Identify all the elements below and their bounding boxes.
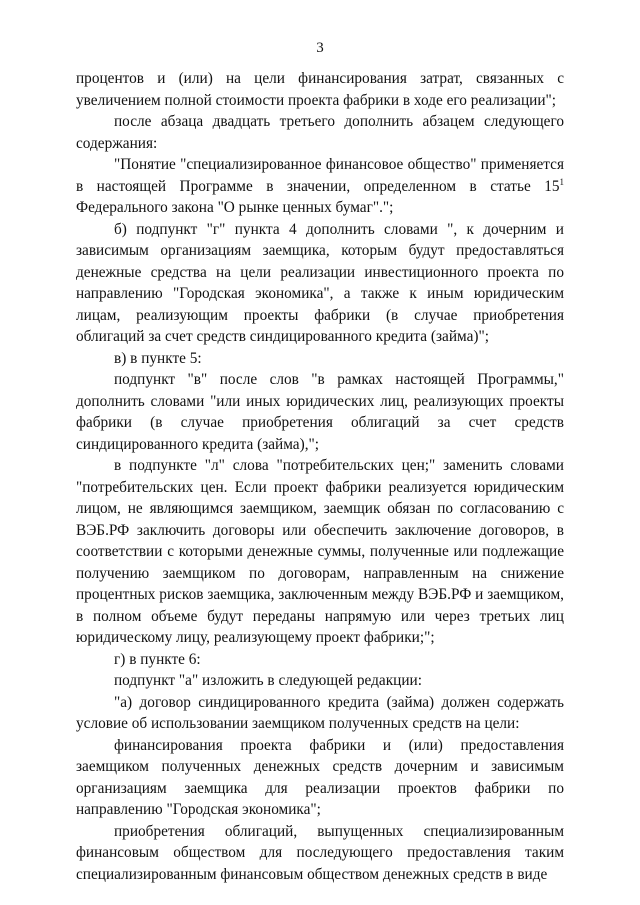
paragraph-5: в) в пункте 5:: [114, 349, 202, 367]
paragraph-3: [76, 154, 564, 219]
paragraph-3-text-after: Федерального закона "О рынке ценных бумаг".";: [76, 199, 394, 216]
document-body: [76, 68, 564, 885]
paragraph-9: подпункт "а" изложить в следующей редакции:: [114, 672, 422, 689]
article-superscript: 1: [559, 176, 564, 187]
page-number: 3: [316, 40, 324, 56]
paragraph-12: приобретения облигаций, выпущенных специализированным финансовым обществом для последующего предоставления таким специализированным финансовым обществом денежных средств в виде: [76, 822, 564, 883]
paragraph-8: г) в пункте 6:: [114, 650, 201, 668]
paragraph-1: процентов и (или) на цели финансирования затрат, связанных с увеличением полной стоимости проекта фабрики в ходе его реализации";: [76, 70, 564, 109]
paragraph-3-text: "Понятие "специализированное финансовое общество" применяется в настоящей Программе в значении, определенном в статье 15: [76, 156, 564, 195]
paragraph-10: "а) договор синдицированного кредита (займа) должен содержать условие об использовании заемщиком полученных средств на цели:: [76, 693, 564, 732]
paragraph-4: б) подпункт "г" пункта 4 дополнить словами ", к дочерним и зависимым организациям заемщика, которым будут предоставляться денежные средства на цели реализации инвестиционного проекта по направлению "Городская экономика", а также к иным юридическим лицам, реализующим проекты фабрики (в случае приобретения облигаций за счет средств синдицированного кредита (займа)";: [76, 220, 564, 345]
paragraph-7: в подпункте "л" слова "потребительских цен;" заменить словами "потребительских цен. Если проект фабрики реализуется юридическим лицом, не являющимся заемщиком, заемщик обязан по согласованию с ВЭБ.РФ заключить договоры или обеспечить заключение договоров, в соответствии с которыми денежные суммы, полученные или подлежащие получению заемщиком по договорам, направленным на снижение процентных рисков заемщика, заключенным между ВЭБ.РФ и заемщиком, в полном объеме будут переданы напрямую или через третьих лиц юридическому лицу, реализующему проект фабрики;";: [76, 457, 564, 646]
paragraph-6: подпункт "в" после слов "в рамках настоящей Программы," дополнить словами "или иных юридических лиц, реализующих проекты фабрики (в случае приобретения облигаций за счет средств синдицированного кредита (займа),";: [76, 371, 564, 453]
paragraph-11: финансирования проекта фабрики и (или) предоставления заемщиком полученных денежных средств дочерним и зависимым организациям заемщика для реализации проектов фабрики по направлению "Городская экономика";: [76, 736, 564, 818]
paragraph-2: после абзаца двадцать третьего дополнить абзацем следующего содержания:: [76, 113, 564, 152]
